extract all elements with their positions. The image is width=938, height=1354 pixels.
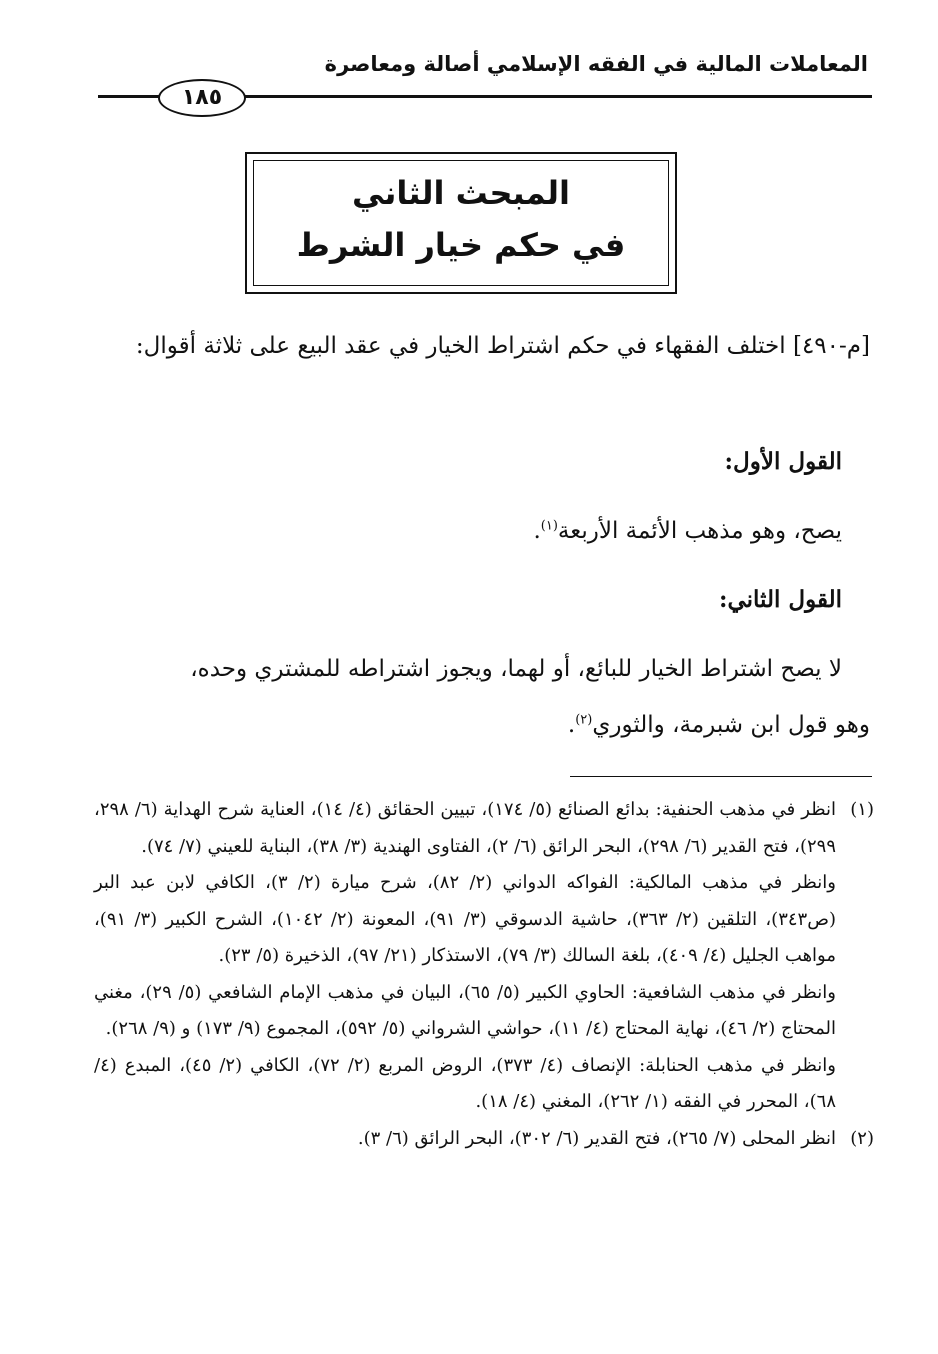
footnote-ref-1[interactable]: (١) [540,518,558,534]
footnote-number: (١) [850,799,874,820]
page-number: ١٨٥ [158,79,246,117]
second-opinion-heading: القول الثاني: [718,586,842,613]
footnote-separator [570,776,872,777]
footnote-paragraph: وانظر في مذهب الشافعية: الحاوي الكبير (٥/ ٦٥)، البيان في مذهب الإمام الشافعي (٥/ ٢٩)، مغني المحتاج (٢/ ٤٦)، نهاية المحتاج (٤/ ١١)، حواشي الشرواني (٥/ ٥٩٢)، المجموع (٩/ ١٧٣) و (٩/ ٢٦٨). [94,981,836,1039]
footnote-paragraph: انظر المحلى (٧/ ٢٦٥)، فتح القدير (٦/ ٣٠٢)، البحر الرائق (٦/ ٣). [357,1127,836,1149]
footnote-ref-2[interactable]: (٢) [575,712,593,728]
first-opinion-text [533,518,842,544]
footnote-paragraph: انظر في مذهب الحنفية: بدائع الصنائع (٥/ ١٧٤)، تبيين الحقائق (٤/ ١٤)، العناية شرح الهداية (٦/ ٢٩٨، ٢٩٩)، فتح القدير (٦/ ٢٩٨)، البحر الرائق (٦/ ٢)، الفتاوى الهندية (٣/ ٣٨)، البناية للعيني (٧/ ٧٤). [94,799,836,857]
section-title-line-2: في حكم خيار الشرط [296,226,626,264]
footnote-paragraph: وانظر في مذهب المالكية: الفواكه الدواني (٢/ ٨٢)، شرح ميارة (٢/ ٣)، الكافي لابن عبد البر (ص٣٤٣)، التلقين (٢/ ٣٦٣)، حاشية الدسوقي (٣/ ٩١)، المعونة (٢/ ١٠٤٢)، الشرح الكبير (٣/ ٩١)، مواهب الجليل (٤/ ٤٠٩)، بلغة السالك (٣/ ٧٩)، الاستذكار (٢١/ ٩٧)، الذخيرة (٥/ ٢٣). [94,872,837,966]
section-title-line-1: المبحث الثاني [351,174,571,212]
footnotes [94,792,874,1157]
second-opinion-line-2 [568,712,870,738]
running-header: المعاملات المالية في الفقه الإسلامي أصالة ومعاصرة [324,52,868,76]
second-opinion-body: وهو قول ابن شبرمة، والثوري [592,712,870,738]
section-title-box [245,152,677,294]
footnote-2 [94,1121,874,1158]
header-rule [242,95,872,98]
header-rule-left [98,95,160,98]
footnote-number: (٢) [850,1127,874,1149]
first-opinion-body: يصح، وهو مذهب الأئمة الأربعة [557,518,842,544]
footnote-paragraph: وانظر في مذهب الحنابلة: الإنصاف (٤/ ٣٧٣)، الروض المربع (٢/ ٧٢)، الكافي (٢/ ٤٥)، المبدع (٤/ ٦٨)، المحرر في الفقه (١/ ٢٦٢)، المغني (٤/ ١٨). [94,1054,836,1112]
first-opinion-end: . [533,518,541,544]
second-opinion-line-1: لا يصح اشتراط الخيار للبائع، أو لهما، ويجوز اشتراطه للمشتري وحده، [190,656,842,682]
intro-line-1: [م-٤٩٠] اختلف الفقهاء في حكم اشتراط الخيار في عقد البيع على ثلاثة [203,333,870,359]
footnote-1 [94,792,874,1121]
first-opinion-heading: القول الأول: [724,448,842,475]
intro-paragraph [100,316,870,376]
intro-line-2: أقوال: [135,333,197,359]
second-opinion-end: . [567,712,576,738]
